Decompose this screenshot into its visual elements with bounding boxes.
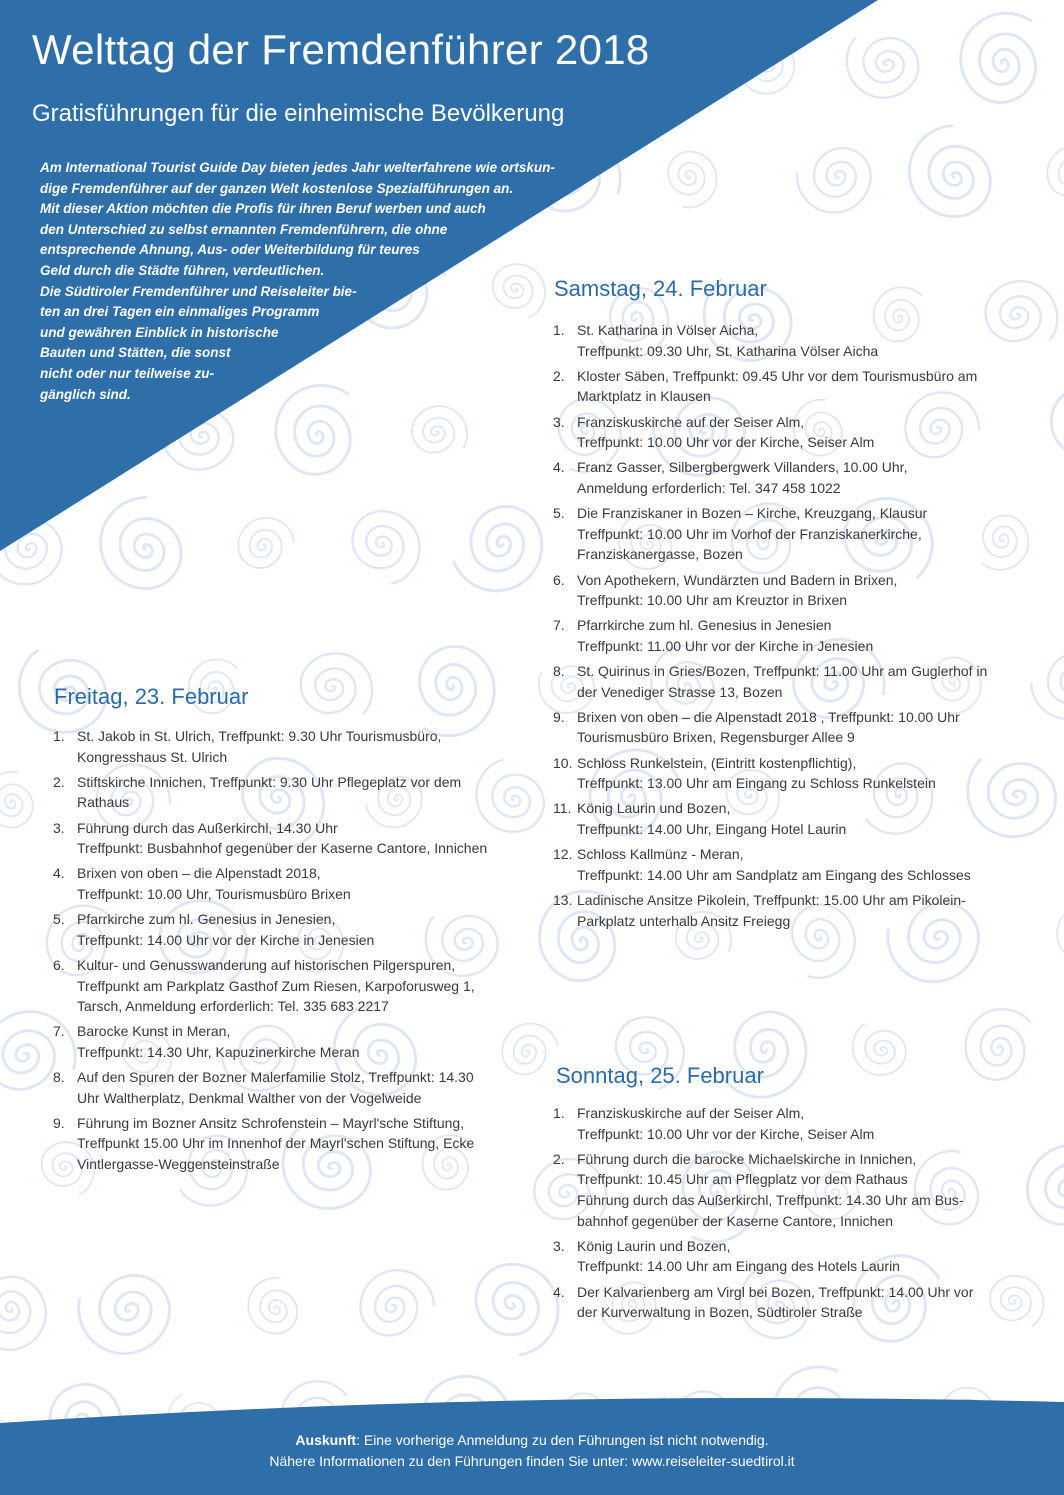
tour-item-number: 1.: [53, 728, 65, 744]
tour-item-line: Treffpunkt: 10.00 Uhr im Vorhof der Franziskanerkirche,: [577, 525, 922, 542]
tour-item-number: 1.: [553, 1105, 565, 1121]
tour-item-line: der Venediger Strasse 13, Bozen: [577, 683, 783, 700]
tour-item: [553, 707, 1033, 748]
swirl-ornament: [0, 1269, 56, 1360]
footer-info: [0, 1430, 1064, 1472]
tour-item-line: Auf den Spuren der Bozner Malerfamilie Stolz, Treffpunkt: 14.30: [77, 1069, 474, 1086]
intro-line: und gewähren Einblick in historische: [40, 324, 279, 340]
tour-item-number: 3.: [553, 1237, 565, 1254]
tour-item-line: Franziskanergasse, Bozen: [577, 546, 743, 563]
tour-item-line: König Laurin und Bozen,: [577, 1237, 731, 1254]
tour-item-number: 6.: [553, 571, 565, 588]
tour-item-number: 3.: [553, 413, 565, 430]
tour-item-line: Treffpunkt: 14.30 Uhr, Kapuzinerkirche Meran: [77, 1043, 360, 1060]
tour-item: [553, 503, 1033, 565]
tour-item-line: Tourismusbüro Brixen, Regensburger Allee 9: [577, 729, 855, 746]
tour-item-line: Treffpunkt: Busbahnhof gegenüber der Kaserne Cantore, Innichen: [77, 840, 488, 857]
tour-item-line: Treffpunkt: 13.00 Uhr am Eingang zu Schloss Runkelstein: [577, 775, 936, 792]
tour-item-line: Kultur- und Genusswanderung auf historischen Pilgerspuren,: [77, 956, 456, 973]
tour-item-line: Führung durch die barocke Michaelskirche in Innichen,: [577, 1150, 917, 1167]
tour-item-line: Treffpunkt: 14.00 Uhr vor der Kirche in Jenesien: [77, 931, 375, 948]
tour-item: [53, 909, 533, 950]
intro-line: Geld durch die Städte führen, verdeutlichen.: [40, 262, 325, 278]
tour-item: [553, 570, 1033, 611]
swirl-ornament: [1048, 383, 1064, 481]
tour-item-line: Barocke Kunst in Meran,: [77, 1023, 231, 1040]
tour-item-line: Treffpunkt: 14.00 Uhr, Eingang Hotel Laurin: [577, 821, 847, 837]
swirl-ornament: [662, 147, 722, 212]
swirl-ornament: [704, 1000, 821, 1112]
tour-item: [53, 1067, 533, 1108]
swirl-ornament: [842, 1012, 914, 1086]
tour-item-number: 4.: [53, 865, 65, 882]
tour-item-line: Treffpunkt: 11.00 Uhr vor der Kirche in Jenesien: [577, 637, 874, 654]
tour-item-number: 2.: [53, 773, 65, 790]
tour-item: [53, 1113, 533, 1175]
tour-item-line: Treffpunkt: 10.00 Uhr am Kreuztor in Brixen: [577, 592, 848, 609]
swirl-ornament: [1043, 142, 1064, 200]
footer-line-1: [0, 1430, 1064, 1451]
tour-item-line: Treffpunkt: 10.45 Uhr am Pflegplatz vor dem Rathaus: [577, 1171, 908, 1188]
intro-line: Bauten und Stätten, die sonst: [40, 345, 231, 361]
swirl-ornament: [951, 994, 1049, 1091]
intro-line: Mit dieser Aktion möchten die Profis für ihren Beruf werben und auch: [40, 201, 486, 217]
tour-item-number: 10.: [553, 754, 573, 771]
swirl-ornament: [1056, 904, 1064, 963]
tour-item-number: 7.: [553, 617, 565, 634]
intro-line: ten an drei Tagen ein einmaliges Programm: [40, 304, 320, 320]
day-title-freitag: Freitag, 23. Februar: [54, 684, 249, 709]
tour-item: [53, 955, 533, 1017]
tour-item: [553, 457, 1033, 498]
tour-item-line: Uhr Waltherplatz, Denkmal Walther von der Vogelweide: [77, 1089, 422, 1106]
tour-item-number: 5.: [53, 911, 65, 928]
tour-item-line: Pfarrkirche zum hl. Genesius in Jenesien: [577, 617, 832, 634]
tour-item-number: 4.: [553, 459, 565, 476]
tour-item-line: Treffpunkt am Parkplatz Gasthof Zum Riesen, Karpoforusweg 1,: [77, 977, 475, 994]
tour-item-number: 1.: [553, 322, 565, 338]
tour-item-line: bahnhof gegenüber der Kaserne Cantore, Innichen: [577, 1212, 894, 1229]
tour-item: [553, 366, 1033, 407]
tour-item-number: 4.: [553, 1283, 565, 1300]
tour-item-line: Treffpunkt: 10.00 Uhr vor der Kirche, Seiser Alm: [577, 434, 875, 451]
swirl-ornament: [943, 0, 1061, 116]
tour-item-line: Von Apothekern, Wundärzten und Badern in Brixen,: [577, 571, 898, 588]
tour-item-number: 2.: [553, 1150, 565, 1167]
tour-item-number: 13.: [553, 891, 573, 908]
intro-paragraph: [40, 158, 600, 405]
tour-item-number: 2.: [553, 367, 565, 384]
tour-item: [553, 320, 1033, 361]
tour-item-line: Treffpunkt: 10.00 Uhr vor der Kirche, Seiser Alm: [577, 1125, 875, 1142]
swirl-ornament: [442, 497, 555, 604]
tour-item-line: St. Jakob in St. Ulrich, Treffpunkt: 9.30 Uhr Tourismusbüro,: [77, 728, 442, 744]
tour-item-line: Pfarrkirche zum hl. Genesius in Jenesien,: [77, 911, 336, 928]
tour-item-number: 12.: [553, 846, 573, 863]
tour-item-line: Kloster Säben, Treffpunkt: 09.45 Uhr vor dem Tourismusbüro am: [577, 367, 978, 384]
tour-list-freitag: [53, 726, 533, 1179]
tour-item-line: Treffpunkt: 10.00 Uhr, Tourismusbüro Brixen: [77, 885, 351, 902]
tour-item-number: 8.: [53, 1069, 65, 1086]
tour-item-line: Der Kalvarienberg am Virgl bei Bozen, Treffpunkt: 14.00 Uhr vor: [577, 1283, 974, 1300]
tour-item: [53, 863, 533, 904]
tour-item: [553, 753, 1033, 794]
tour-list-sonntag: [553, 1103, 1033, 1327]
tour-item-line: Brixen von oben – die Alpenstadt 2018,: [77, 865, 321, 882]
tour-item-line: Parkplatz unterhalb Ansitz Freiegg: [577, 912, 791, 929]
tour-item-number: 6.: [53, 956, 65, 973]
tour-item: [553, 412, 1033, 453]
swirl-ornament: [360, 1270, 435, 1336]
tour-item: [553, 844, 1033, 885]
tour-item-line: Franziskuskirche auf der Seiser Alm,: [577, 413, 805, 430]
swirl-ornament: [794, 144, 873, 215]
tour-item: [53, 772, 533, 813]
tour-item: [553, 1149, 1033, 1231]
tour-item: [553, 1282, 1033, 1323]
tour-item-line: Brixen von oben – die Alpenstadt 2018 , Treffpunkt: 10.00 Uhr: [577, 708, 960, 725]
tour-item-line: Schloss Runkelstein, (Eintritt kostenpflichtig),: [577, 754, 857, 771]
intro-line: den Unterschied zu selbst ernannten Fremdenführern, die ohne: [40, 221, 448, 237]
tour-list-samstag: [553, 320, 1033, 936]
tour-item-line: Die Franziskaner in Bozen – Kirche, Kreuzgang, Klausur: [577, 505, 928, 522]
tour-item-line: Schloss Kallmünz - Meran,: [577, 846, 744, 863]
tour-item: [53, 726, 533, 767]
footer-label: Auskunft: [295, 1432, 357, 1448]
footer-notice: : Eine vorherige Anmeldung zu den Führungen ist nicht notwendig.: [356, 1432, 769, 1448]
tour-item: [553, 798, 1033, 839]
tour-item-line: Treffpunkt: 09.30 Uhr, St. Katharina Völser Aicha: [577, 342, 879, 359]
tour-item: [553, 661, 1033, 702]
tour-item-line: Ladinische Ansitze Pikolein, Treffpunkt: 15.00 Uhr am Pikolein-: [577, 891, 966, 908]
tour-item: [553, 1103, 1033, 1144]
tour-item-line: Rathaus: [77, 794, 130, 811]
tour-item-line: Anmeldung erforderlich: Tel. 347 458 1022: [577, 479, 841, 496]
tour-item-line: Tarsch, Anmeldung erforderlich: Tel. 335 683 2217: [77, 998, 389, 1015]
tour-item: [553, 615, 1033, 656]
tour-item-line: Stiftskirche Innichen, Treffpunkt: 9.30 Uhr Pflegeplatz vor dem: [77, 773, 462, 790]
intro-line: nicht oder nur teilweise zu-: [40, 365, 215, 381]
tour-item-line: Treffpunkt: 14.00 Uhr am Eingang des Hotels Laurin: [577, 1258, 900, 1275]
tour-item: [553, 890, 1033, 931]
intro-line: Am International Tourist Guide Day bieten jedes Jahr welterfahrene wie ortskun-: [40, 160, 555, 175]
tour-item-number: 7.: [53, 1023, 65, 1040]
page-title: Welttag der Fremdenführer 2018: [32, 26, 650, 73]
swirl-ornament: [908, 124, 992, 218]
footer-line-2: Nähere Informationen zu den Führungen finden Sie unter: www.reiseleiter-suedtirol.it: [269, 1453, 795, 1469]
intro-line: gänglich sind.: [40, 386, 131, 402]
tour-item-number: 11.: [553, 800, 572, 817]
swirl-ornament: [245, 1275, 300, 1336]
tour-item-line: Treffpunkt: 14.00 Uhr am Sandplatz am Eingang des Schlosses: [577, 866, 971, 883]
tour-item-line: König Laurin und Bozen,: [577, 800, 731, 817]
tour-item-number: 3.: [53, 819, 65, 836]
swirl-ornament: [0, 766, 39, 831]
intro-line: entsprechende Ahnung, Aus- oder Weiterbildung für teures: [40, 242, 420, 258]
tour-item-number: 8.: [553, 663, 565, 680]
tour-item-line: Franziskuskirche auf der Seiser Alm,: [577, 1105, 805, 1121]
tour-item-number: 5.: [553, 505, 565, 522]
swirl-ornament: [471, 1258, 563, 1359]
tour-item-line: St. Katharina in Völser Aicha,: [577, 322, 759, 338]
tour-item-line: Führung im Bozner Ansitz Schrofenstein – Mayrl'sche Stiftung,: [77, 1114, 465, 1131]
tour-item: [53, 1021, 533, 1062]
tour-item-line: der Kurverwaltung in Bozen, Südtiroler Straße: [577, 1304, 863, 1321]
swirl-ornament: [70, 1264, 177, 1363]
tour-item-number: 9.: [53, 1114, 65, 1131]
day-title-samstag: Samstag, 24. Februar: [554, 276, 767, 301]
day-title-sonntag: Sonntag, 25. Februar: [556, 1063, 764, 1088]
tour-item-line: Marktplatz in Klausen: [577, 388, 711, 405]
tour-item-line: Führung durch das Außerkirchl, 14.30 Uhr: [77, 819, 338, 836]
tour-item-line: Kongresshaus St. Ulrich: [77, 748, 228, 765]
tour-item: [53, 818, 533, 859]
swirl-ornament: [404, 396, 477, 467]
intro-line: dige Fremdenführer auf der ganzen Welt kostenlose Spezialführungen an.: [40, 180, 514, 196]
tour-item-line: Führung durch das Außerkirchl, Treffpunkt: 14.30 Uhr am Bus-: [577, 1191, 964, 1208]
swirl-ornament: [832, 15, 930, 112]
swirl-ornament: [236, 515, 297, 570]
intro-line: Die Südtiroler Fremdenführer und Reiseleiter bie-: [40, 283, 357, 299]
swirl-ornament: [289, 638, 387, 735]
tour-item-number: 9.: [553, 708, 565, 725]
swirl-ornament: [100, 497, 182, 589]
tour-item-line: St. Quirinus in Gries/Bozen, Treffpunkt: 11.00 Uhr am Guglerhof in: [577, 663, 988, 680]
swirl-ornament: [1031, 653, 1064, 719]
tour-item-line: Franz Gasser, Silbergbergwerk Villanders, 10.00 Uhr,: [577, 459, 908, 476]
tour-item-line: Treffpunkt 15.00 Uhr im Innenhof der Mayrl'schen Stiftung, Ecke: [77, 1135, 475, 1152]
swirl-ornament: [347, 504, 427, 590]
tour-item: [553, 1236, 1033, 1277]
tour-item-line: Vintlergasse-Weggensteinstraße: [77, 1156, 280, 1173]
page-subtitle: Gratisführungen für die einheimische Bevölkerung: [32, 100, 565, 127]
